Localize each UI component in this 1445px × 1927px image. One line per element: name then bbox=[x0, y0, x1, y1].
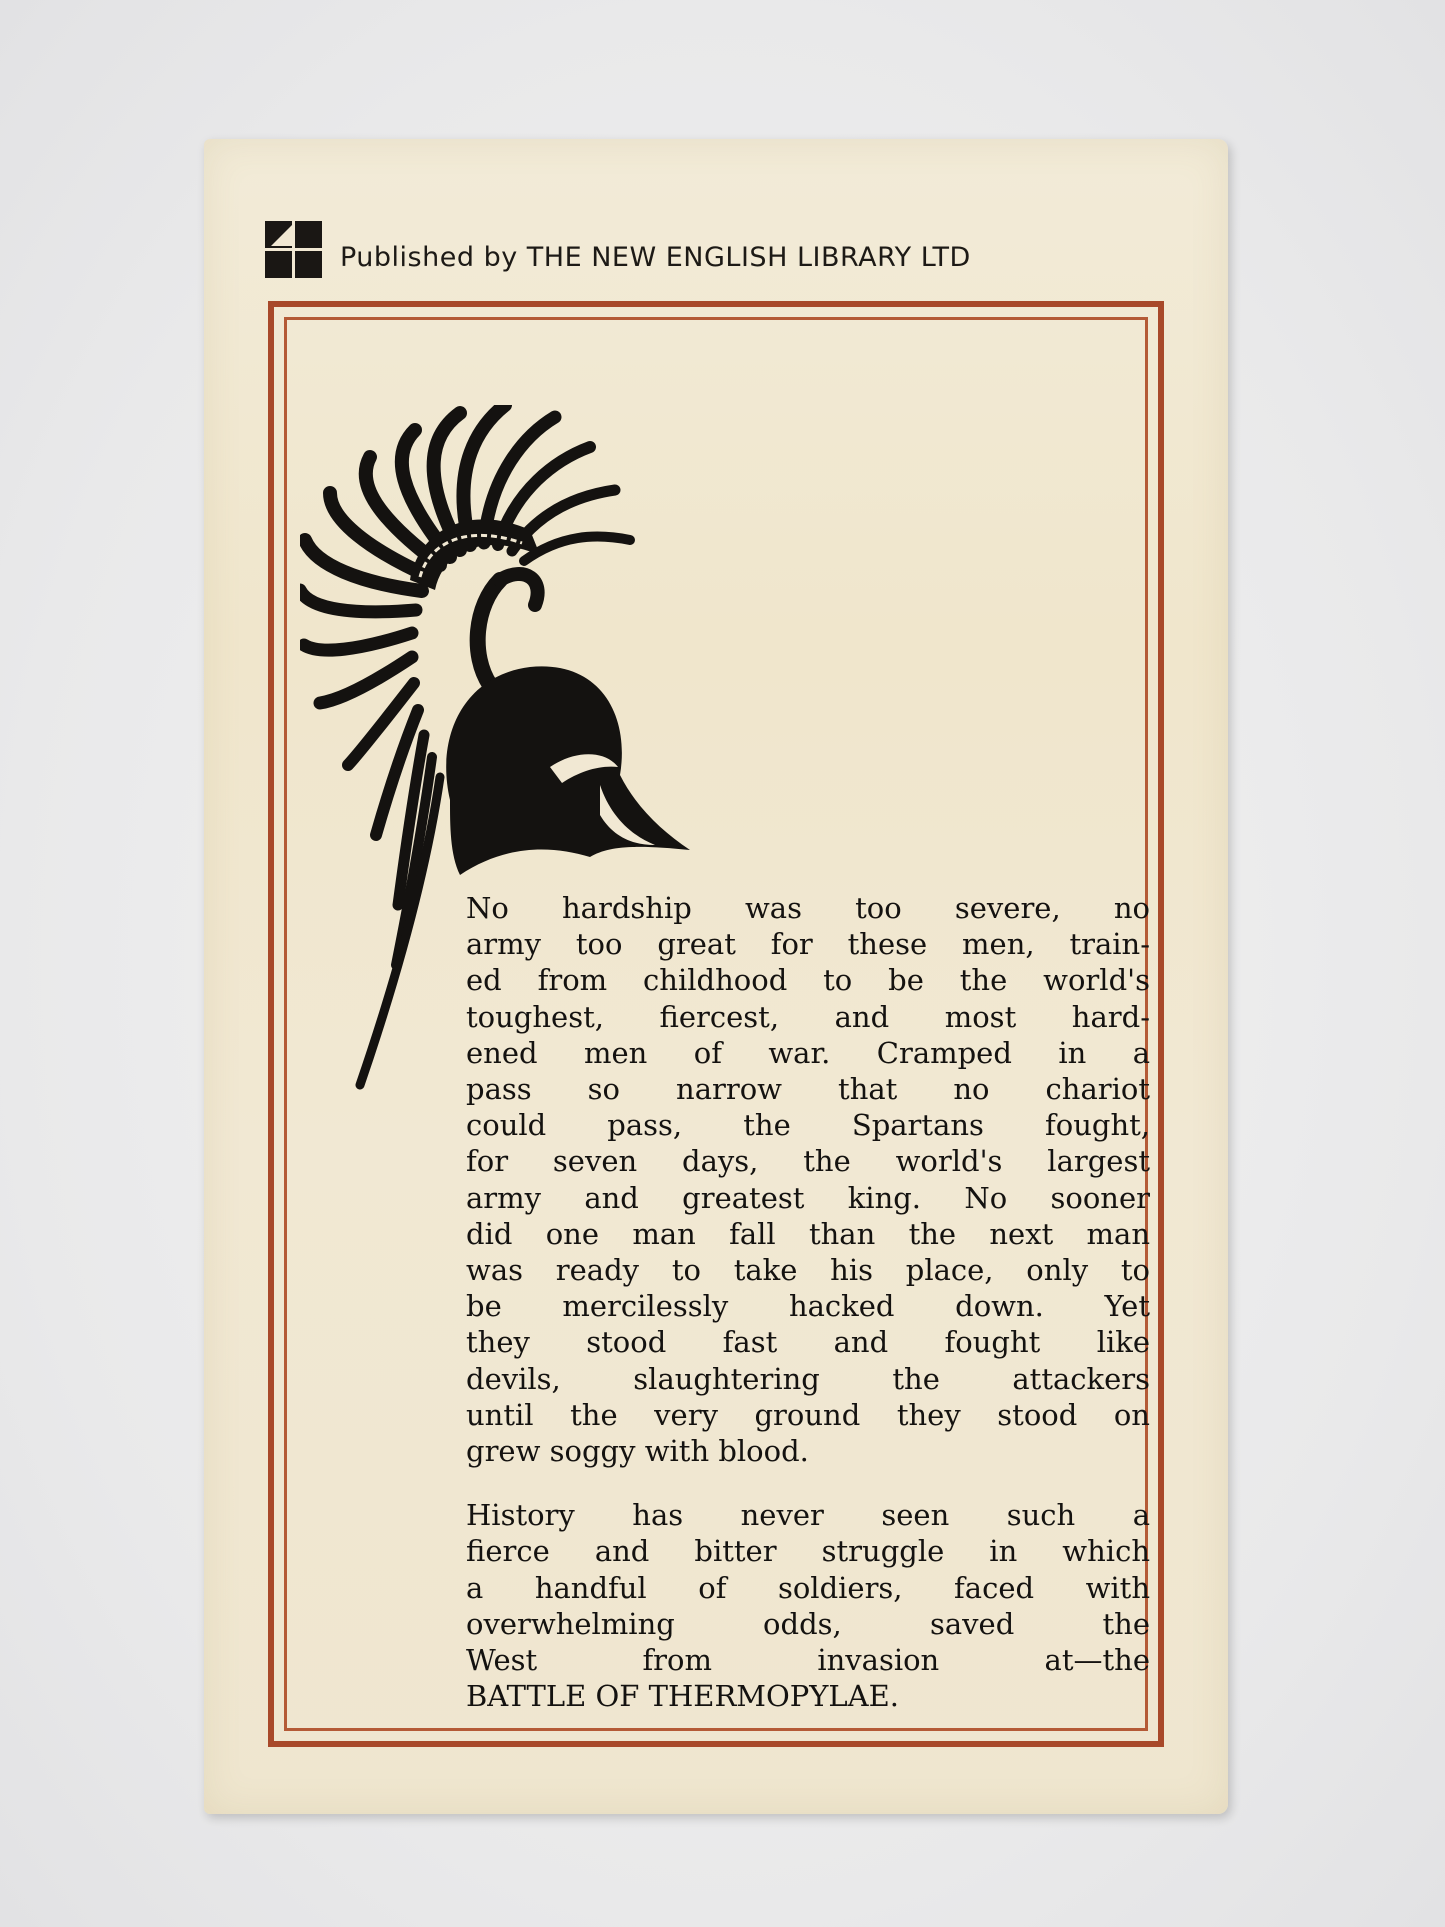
blurb-text bbox=[466, 890, 1150, 1714]
blurb-line: a handful of soldiers, faced with bbox=[466, 1570, 1150, 1605]
blurb-line: until the very ground they stood on bbox=[466, 1397, 1150, 1432]
blurb-line: army and greatest king. No sooner bbox=[466, 1180, 1150, 1215]
blurb-line: could pass, the Spartans fought, bbox=[466, 1108, 1150, 1143]
blurb-line: devils, slaughtering the attackers bbox=[466, 1361, 1150, 1396]
blurb-line: West from invasion at—the bbox=[466, 1643, 1150, 1678]
blurb-line: pass so narrow that no chariot bbox=[466, 1072, 1150, 1107]
blurb-line: ened men of war. Cramped in a bbox=[466, 1035, 1150, 1070]
publisher-line bbox=[265, 219, 971, 279]
blurb-line: for seven days, the world's largest bbox=[466, 1144, 1150, 1179]
blurb-line: overwhelming odds, saved the bbox=[466, 1606, 1150, 1641]
blurb-line: toughest, fiercest, and most hard- bbox=[466, 999, 1150, 1034]
blurb-line: BATTLE OF THERMOPYLAE. bbox=[466, 1679, 900, 1714]
nel-square-logo-icon bbox=[265, 221, 322, 278]
blurb-line: was ready to take his place, only to bbox=[466, 1253, 1150, 1288]
publisher-text: Published by THE NEW ENGLISH LIBRARY LTD bbox=[340, 241, 971, 273]
blurb-line: army too great for these men, train- bbox=[466, 927, 1150, 962]
blurb-line: ed from childhood to be the world's bbox=[466, 963, 1150, 998]
blurb-paragraph-2 bbox=[466, 1497, 1150, 1714]
blurb-line: History has never seen such a bbox=[466, 1498, 1150, 1533]
blurb-line: be mercilessly hacked down. Yet bbox=[466, 1289, 1150, 1324]
blurb-line: they stood fast and fought like bbox=[466, 1325, 1150, 1360]
blurb-line: No hardship was too severe, no bbox=[466, 891, 1150, 925]
blurb-paragraph-1 bbox=[466, 890, 1150, 1469]
blurb-line: grew soggy with blood. bbox=[466, 1434, 809, 1469]
blurb-line: fierce and bitter struggle in which bbox=[466, 1534, 1150, 1569]
blurb-line: did one man fall than the next man bbox=[466, 1216, 1150, 1251]
